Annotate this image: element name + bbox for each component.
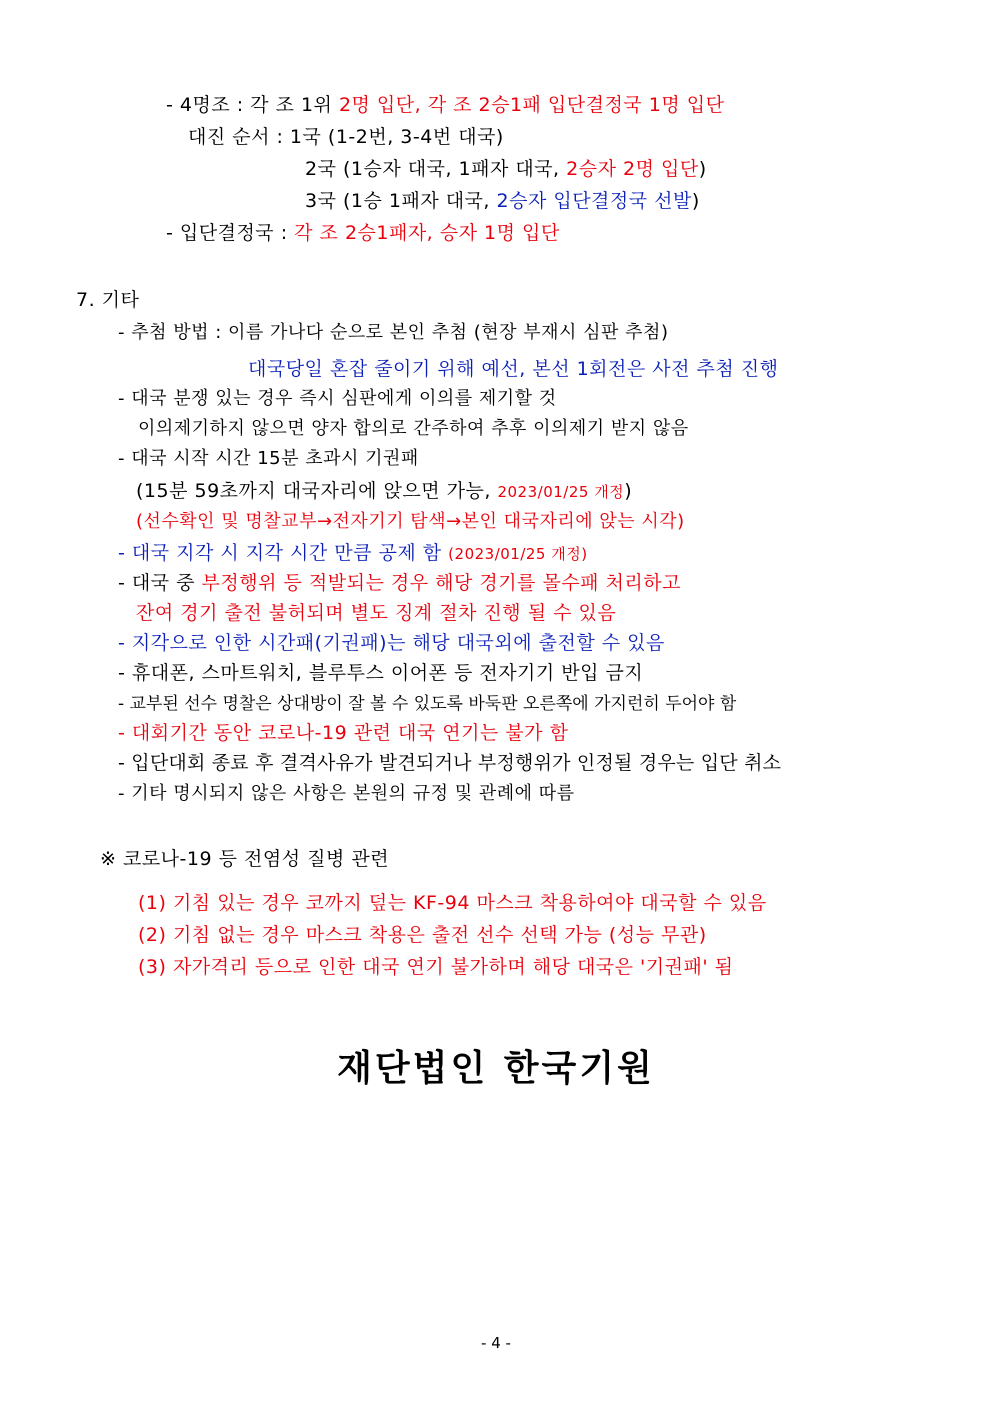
draw-method: - 추첨 방법 : 이름 가나다 순으로 본인 추첨 (현장 부재시 심판 추첨) bbox=[118, 322, 669, 343]
round2-prefix: 2국 (1승자 대국, 1패자 대국, bbox=[305, 158, 567, 180]
cancel-line: - 입단대회 종료 후 결격사유가 발견되거나 부정행위가 인정될 경우는 입단 취소 bbox=[118, 752, 782, 774]
round2-line bbox=[305, 156, 707, 182]
cheat-red: 부정행위 등 적발되는 경우 해당 경기를 몰수패 처리하고 bbox=[201, 572, 681, 594]
other-line: - 기타 명시되지 않은 사항은 본원의 규정 및 관례에 따름 bbox=[118, 783, 575, 804]
cheat-line bbox=[118, 570, 681, 596]
section7-heading: 7. 기타 bbox=[76, 289, 140, 311]
org-name: 재단법인 한국기원 bbox=[337, 1048, 655, 1089]
four-person-prefix: - 4명조 : 각 조 1위 bbox=[166, 94, 339, 116]
late-date: (2023/01/25 개정) bbox=[448, 545, 588, 563]
covid-rule-2: (2) 기침 없는 경우 마스크 착용은 출전 선수 선택 가능 (성능 무관) bbox=[138, 924, 707, 946]
page-number: - 4 - bbox=[481, 1334, 511, 1352]
four-person-line bbox=[166, 92, 724, 118]
round3-prefix: 3국 (1승 1패자 대국, bbox=[305, 190, 497, 212]
round3-line bbox=[305, 188, 700, 214]
round2-red: 2승자 2명 입단 bbox=[566, 158, 699, 180]
covid-rule-3: (3) 자가격리 등으로 인한 대국 연기 불가하며 해당 대국은 '기권패' 됨 bbox=[138, 956, 734, 978]
covid-rule-1: (1) 기침 있는 경우 코까지 덮는 KF-94 마스크 착용하여야 대국할 수 있음 bbox=[138, 892, 767, 914]
late-main: - 대국 지각 시 지각 시간 만큼 공제 함 bbox=[118, 542, 449, 564]
start-note-close: ) bbox=[624, 480, 633, 502]
dispute-line-1: - 대국 분쟁 있는 경우 즉시 심판에게 이의를 제기할 것 bbox=[118, 388, 557, 409]
decision-prefix: - 입단결정국 : bbox=[166, 222, 295, 244]
cheat-prefix: - 대국 중 bbox=[118, 572, 202, 594]
start-note-2: (선수확인 및 명찰교부→전자기기 탐색→본인 대국자리에 앉는 시각) bbox=[136, 511, 685, 532]
start-note-date: 2023/01/25 개정 bbox=[497, 483, 625, 501]
late-line bbox=[118, 540, 588, 567]
order-label: 대진 순서 : 1국 (1-2번, 3-4번 대국) bbox=[188, 126, 504, 148]
dispute-line-2: 이의제기하지 않으면 양자 합의로 간주하여 추후 이의제기 받지 않음 bbox=[138, 418, 689, 439]
start-time-line: - 대국 시작 시간 15분 초과시 기권패 bbox=[118, 448, 419, 469]
start-note bbox=[136, 478, 632, 505]
round3-blue: 2승자 입단결정국 선발 bbox=[496, 190, 692, 212]
decision-red: 각 조 2승1패자, 승자 1명 입단 bbox=[294, 222, 560, 244]
cheat-line-2: 잔여 경기 출전 불허되며 별도 징계 절차 진행 될 수 있음 bbox=[136, 602, 617, 624]
decision-line bbox=[166, 220, 560, 246]
round2-suffix: ) bbox=[698, 158, 707, 180]
round3-suffix: ) bbox=[691, 190, 700, 212]
nametag-line: - 교부된 선수 명찰은 상대방이 잘 볼 수 있도록 바둑판 오른쪽에 가지런히 두어야 함 bbox=[118, 694, 737, 714]
start-note-main: (15분 59초까지 대국자리에 앉으면 가능, bbox=[136, 480, 498, 502]
covid-heading: ※ 코로나-19 등 전염성 질병 관련 bbox=[100, 848, 390, 870]
covid-delay-line: - 대회기간 동안 코로나-19 관련 대국 연기는 불가 함 bbox=[118, 722, 569, 744]
timeout-line: - 지각으로 인한 시간패(기권패)는 해당 대국외에 출전할 수 있음 bbox=[118, 632, 665, 654]
draw-note: 대국당일 혼잡 줄이기 위해 예선, 본선 1회전은 사전 추첨 진행 bbox=[248, 358, 779, 380]
four-person-rest: 2명 입단, 각 조 2승1패 입단결정국 1명 입단 bbox=[338, 94, 725, 116]
devices-line: - 휴대폰, 스마트워치, 블루투스 이어폰 등 전자기기 반입 금지 bbox=[118, 662, 644, 684]
